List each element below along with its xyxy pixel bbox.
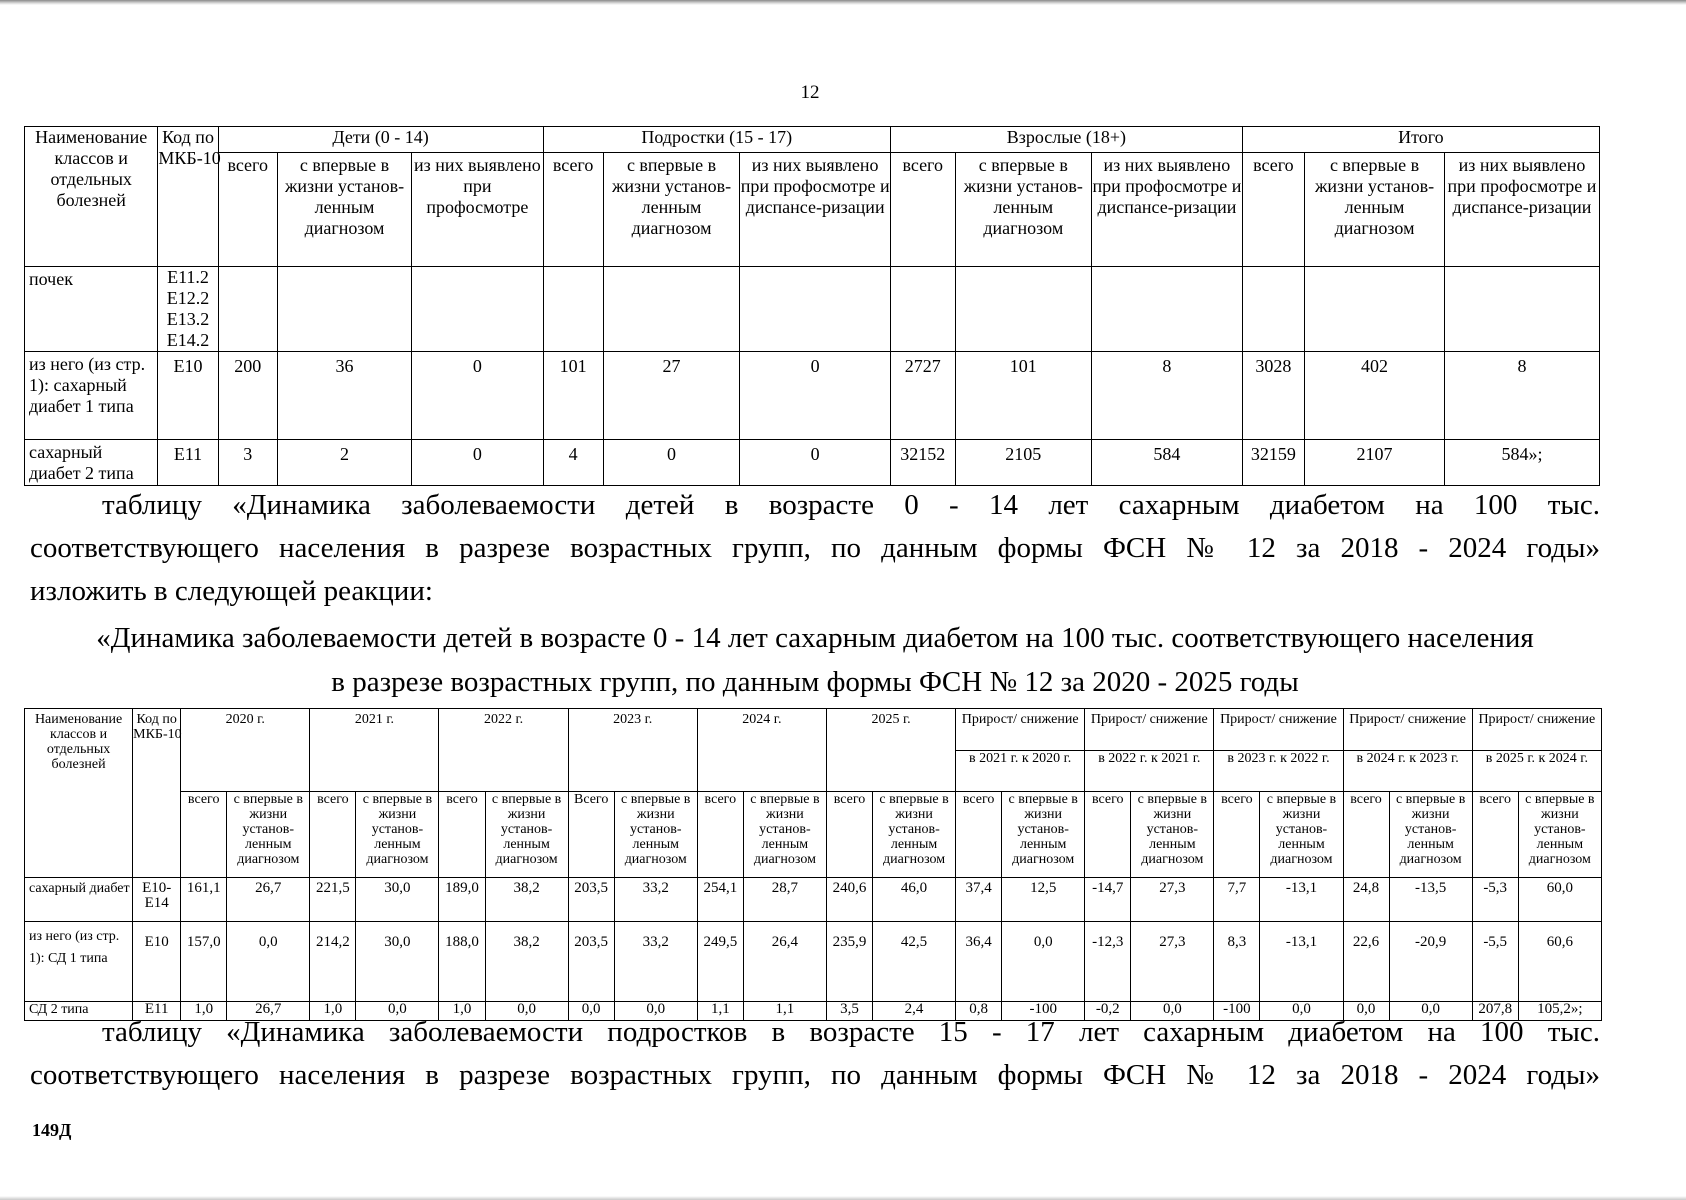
cell: 30,0 [356, 922, 439, 1002]
growth-header: Прирост/ снижение [1472, 709, 1601, 751]
cell [1242, 267, 1304, 352]
cell: 249,5 [697, 922, 743, 1002]
cell: 101 [543, 352, 603, 440]
cell: 8 [1444, 352, 1599, 440]
sub-header: всего [1242, 153, 1304, 267]
table-body [25, 878, 1602, 1021]
paragraph-1-line-1: таблицу «Динамика заболеваемости детей в возрасте 0 - 14 лет сахарным диабетом на 100 тыс. [102, 489, 1600, 521]
sub-header-first: с впервые в жизни установ-ленным диагнозом [614, 792, 697, 878]
year-header: 2025 г. [826, 709, 955, 792]
cell: 26,7 [227, 878, 310, 922]
cell: 2727 [890, 352, 955, 440]
paragraph-2-line-2: соответствующего населения в разрезе возрастных групп, по данным формы ФСН № 12 за 2018 - 2024 годы» [30, 1059, 1600, 1091]
sub-header-total: всего [697, 792, 743, 878]
cell: 105,2»; [1518, 1002, 1601, 1021]
cell: 0 [412, 440, 543, 486]
cell: 200 [218, 352, 277, 440]
cell: 584 [1092, 440, 1243, 486]
cell: 0 [740, 352, 891, 440]
year-header: 2020 г. [181, 709, 310, 792]
cell: 0,8 [956, 1002, 1002, 1021]
cell: 214,2 [310, 922, 356, 1002]
row-name: из него (из стр. 1): СД 1 типа [25, 922, 133, 1002]
sub-header: всего [890, 153, 955, 267]
row-code: E10-E14 [133, 878, 181, 922]
cell: 4 [543, 440, 603, 486]
cell: 12,5 [1002, 878, 1085, 922]
cell [277, 267, 411, 352]
row-name: СД 2 типа [25, 1002, 133, 1021]
row-code: E11 [133, 1002, 181, 1021]
sub-header-first: с впервые в жизни установ-ленным диагнозом [1131, 792, 1214, 878]
cell: 189,0 [439, 878, 485, 922]
cell: -13,5 [1389, 878, 1472, 922]
scan-edge-bottom [0, 1196, 1686, 1200]
group-header-total: Итого [1242, 127, 1599, 153]
cell: 37,4 [956, 878, 1002, 922]
growth-period: в 2024 г. к 2023 г. [1343, 751, 1472, 792]
page-number: 12 [800, 82, 820, 103]
table-row [25, 878, 1602, 922]
cell: 0,0 [227, 922, 310, 1002]
growth-header: Прирост/ снижение [1085, 709, 1214, 751]
sub-header-first: с впервые в жизни установ-ленным диагнозом [1518, 792, 1601, 878]
cell: -20,9 [1389, 922, 1472, 1002]
sub-header: с впервые в жизни установ-ленным диагнозом [603, 153, 740, 267]
cell: 33,2 [614, 878, 697, 922]
cell: 2105 [955, 440, 1092, 486]
sub-header: с впервые в жизни установ-ленным диагнозом [955, 153, 1092, 267]
cell: 203,5 [568, 922, 614, 1002]
cell: 235,9 [826, 922, 872, 1002]
cell: 0,0 [1002, 922, 1085, 1002]
cell: 0,0 [568, 1002, 614, 1021]
cell: -12,3 [1085, 922, 1131, 1002]
cell: 46,0 [873, 878, 956, 922]
sub-header-total: всего [1214, 792, 1260, 878]
sub-header-total: всего [181, 792, 227, 878]
cell: 32159 [1242, 440, 1304, 486]
cell: 27,3 [1131, 922, 1214, 1002]
group-header-teens: Подростки (15 - 17) [543, 127, 890, 153]
sub-header: с впервые в жизни установ-ленным диагнозом [277, 153, 411, 267]
cell: 3028 [1242, 352, 1304, 440]
row-code: E11.2 E12.2 E13.2 E14.2 [158, 267, 218, 352]
cell: 26,7 [227, 1002, 310, 1021]
paragraph-1-line-2: соответствующего населения в разрезе возрастных групп, по данным формы ФСН № 12 за 2018 - 2024 годы» [30, 532, 1600, 564]
table-row [25, 352, 1600, 440]
cell: 2 [277, 440, 411, 486]
col-header-name: Наименование классов и отдельных болезней [25, 709, 133, 878]
cell: 240,6 [826, 878, 872, 922]
row-name: сахарный диабет 2 типа [25, 440, 158, 486]
sub-header-total: всего [1085, 792, 1131, 878]
sub-header: из них выявлено при профосмотре и диспансе-ризации [740, 153, 891, 267]
cell: 36 [277, 352, 411, 440]
cell: 3,5 [826, 1002, 872, 1021]
sub-header: всего [543, 153, 603, 267]
cell: 254,1 [697, 878, 743, 922]
cell: 3 [218, 440, 277, 486]
cell [603, 267, 740, 352]
year-header: 2022 г. [439, 709, 568, 792]
cell [1444, 267, 1599, 352]
cell [412, 267, 543, 352]
cell [543, 267, 603, 352]
cell: 101 [955, 352, 1092, 440]
sub-header-total: всего [1472, 792, 1518, 878]
table-row [25, 922, 1602, 1002]
year-header: 2023 г. [568, 709, 697, 792]
cell: 32152 [890, 440, 955, 486]
row-name: почек [25, 267, 158, 352]
cell: 0,0 [1389, 1002, 1472, 1021]
cell: 0 [412, 352, 543, 440]
sub-header-first: с впервые в жизни установ-ленным диагнозом [1260, 792, 1343, 878]
cell: 161,1 [181, 878, 227, 922]
cell: 42,5 [873, 922, 956, 1002]
cell: 0 [603, 440, 740, 486]
year-header: 2021 г. [310, 709, 439, 792]
cell: 7,7 [1214, 878, 1260, 922]
cell: 36,4 [956, 922, 1002, 1002]
cell: 203,5 [568, 878, 614, 922]
sub-header-total: всего [310, 792, 356, 878]
cell: -5,5 [1472, 922, 1518, 1002]
sub-header-first: с впервые в жизни установ-ленным диагнозом [485, 792, 568, 878]
sub-header-total: всего [1343, 792, 1389, 878]
cell: 0,0 [1131, 1002, 1214, 1021]
cell: 402 [1305, 352, 1445, 440]
sub-header-total: всего [956, 792, 1002, 878]
sub-header: из них выявлено при профосмотре и диспансе-ризации [1092, 153, 1243, 267]
cell: 2,4 [873, 1002, 956, 1021]
cell: 26,4 [743, 922, 826, 1002]
cell: -13,1 [1260, 922, 1343, 1002]
sub-header: с впервые в жизни установ-ленным диагнозом [1305, 153, 1445, 267]
cell: 8 [1092, 352, 1243, 440]
sub-header-first: с впервые в жизни установ-ленным диагнозом [227, 792, 310, 878]
table-title-line-1: «Динамика заболеваемости детей в возрасте 0 - 14 лет сахарным диабетом на 100 тыс. соответствующего населения [96, 622, 1534, 654]
cell: -14,7 [1085, 878, 1131, 922]
cell: 0,0 [614, 1002, 697, 1021]
cell: 27 [603, 352, 740, 440]
cell: 1,1 [743, 1002, 826, 1021]
sub-header: всего [218, 153, 277, 267]
paragraph-2-line-1: таблицу «Динамика заболеваемости подростков в возрасте 15 - 17 лет сахарным диабетом на 100 тыс. [102, 1016, 1600, 1048]
cell: 0,0 [356, 1002, 439, 1021]
paragraph-1-line-3: изложить в следующей реакции: [30, 575, 433, 607]
cell: 584»; [1444, 440, 1599, 486]
cell: -13,1 [1260, 878, 1343, 922]
document-code: 149Д [32, 1120, 72, 1140]
cell: 24,8 [1343, 878, 1389, 922]
cell [740, 267, 891, 352]
sub-header-total: Всего [568, 792, 614, 878]
cell: 1,0 [181, 1002, 227, 1021]
sub-header-first: с впервые в жизни установ-ленным диагнозом [356, 792, 439, 878]
row-name: сахарный диабет [25, 878, 133, 922]
growth-header: Прирост/ снижение [1214, 709, 1343, 751]
cell: 38,2 [485, 922, 568, 1002]
cell: 8,3 [1214, 922, 1260, 1002]
sub-header-first: с впервые в жизни установ-ленным диагнозом [1389, 792, 1472, 878]
group-header-children: Дети (0 - 14) [218, 127, 543, 153]
growth-period: в 2022 г. к 2021 г. [1085, 751, 1214, 792]
sub-header-first: с впервые в жизни установ-ленным диагнозом [873, 792, 956, 878]
cell: 0 [740, 440, 891, 486]
cell: 0,0 [1343, 1002, 1389, 1021]
col-header-name: Наименование классов и отдельных болезней [25, 127, 158, 267]
scan-edge-top [0, 0, 1686, 5]
row-name: из него (из стр. 1): сахарный диабет 1 типа [25, 352, 158, 440]
cell: -5,3 [1472, 878, 1518, 922]
cell: -100 [1214, 1002, 1260, 1021]
cell: 38,2 [485, 878, 568, 922]
sub-header-total: всего [439, 792, 485, 878]
table-row [25, 267, 1600, 352]
sub-header: из них выявлено при профосмотре и диспансе-ризации [1444, 153, 1599, 267]
cell: -100 [1002, 1002, 1085, 1021]
cell: 1,0 [439, 1002, 485, 1021]
table-morbidity-by-age [24, 126, 1600, 486]
cell: 60,6 [1518, 922, 1601, 1002]
year-header: 2024 г. [697, 709, 826, 792]
cell [955, 267, 1092, 352]
row-code: E11 [158, 440, 218, 486]
cell: 60,0 [1518, 878, 1601, 922]
cell: 207,8 [1472, 1002, 1518, 1021]
cell: 157,0 [181, 922, 227, 1002]
cell: 28,7 [743, 878, 826, 922]
cell: 0,0 [1260, 1002, 1343, 1021]
sub-header-first: с впервые в жизни установ-ленным диагнозом [743, 792, 826, 878]
col-header-code: Код по МКБ-10 [133, 709, 181, 878]
cell [890, 267, 955, 352]
group-header-adults: Взрослые (18+) [890, 127, 1242, 153]
cell: 188,0 [439, 922, 485, 1002]
cell: 30,0 [356, 878, 439, 922]
row-code: E10 [133, 922, 181, 1002]
cell: 33,2 [614, 922, 697, 1002]
cell: 22,6 [1343, 922, 1389, 1002]
sub-header: из них выявлено при профосмотре [412, 153, 543, 267]
cell: 221,5 [310, 878, 356, 922]
table-title-line-2: в разрезе возрастных групп, по данным формы ФСН № 12 за 2020 - 2025 годы [331, 666, 1299, 698]
table-row [25, 440, 1600, 486]
cell: -0,2 [1085, 1002, 1131, 1021]
cell [218, 267, 277, 352]
row-code: E10 [158, 352, 218, 440]
growth-period: в 2025 г. к 2024 г. [1472, 751, 1601, 792]
cell: 27,3 [1131, 878, 1214, 922]
cell [1092, 267, 1243, 352]
cell: 2107 [1305, 440, 1445, 486]
cell: 1,1 [697, 1002, 743, 1021]
cell: 1,0 [310, 1002, 356, 1021]
growth-header: Прирост/ снижение [956, 709, 1085, 751]
growth-period: в 2023 г. к 2022 г. [1214, 751, 1343, 792]
growth-header: Прирост/ снижение [1343, 709, 1472, 751]
sub-header-first: с впервые в жизни установ-ленным диагнозом [1002, 792, 1085, 878]
cell [1305, 267, 1445, 352]
cell: 0,0 [485, 1002, 568, 1021]
table-dynamics-children [24, 708, 1602, 1021]
col-header-code: Код по МКБ-10 [158, 127, 218, 267]
sub-header-total: всего [826, 792, 872, 878]
growth-period: в 2021 г. к 2020 г. [956, 751, 1085, 792]
